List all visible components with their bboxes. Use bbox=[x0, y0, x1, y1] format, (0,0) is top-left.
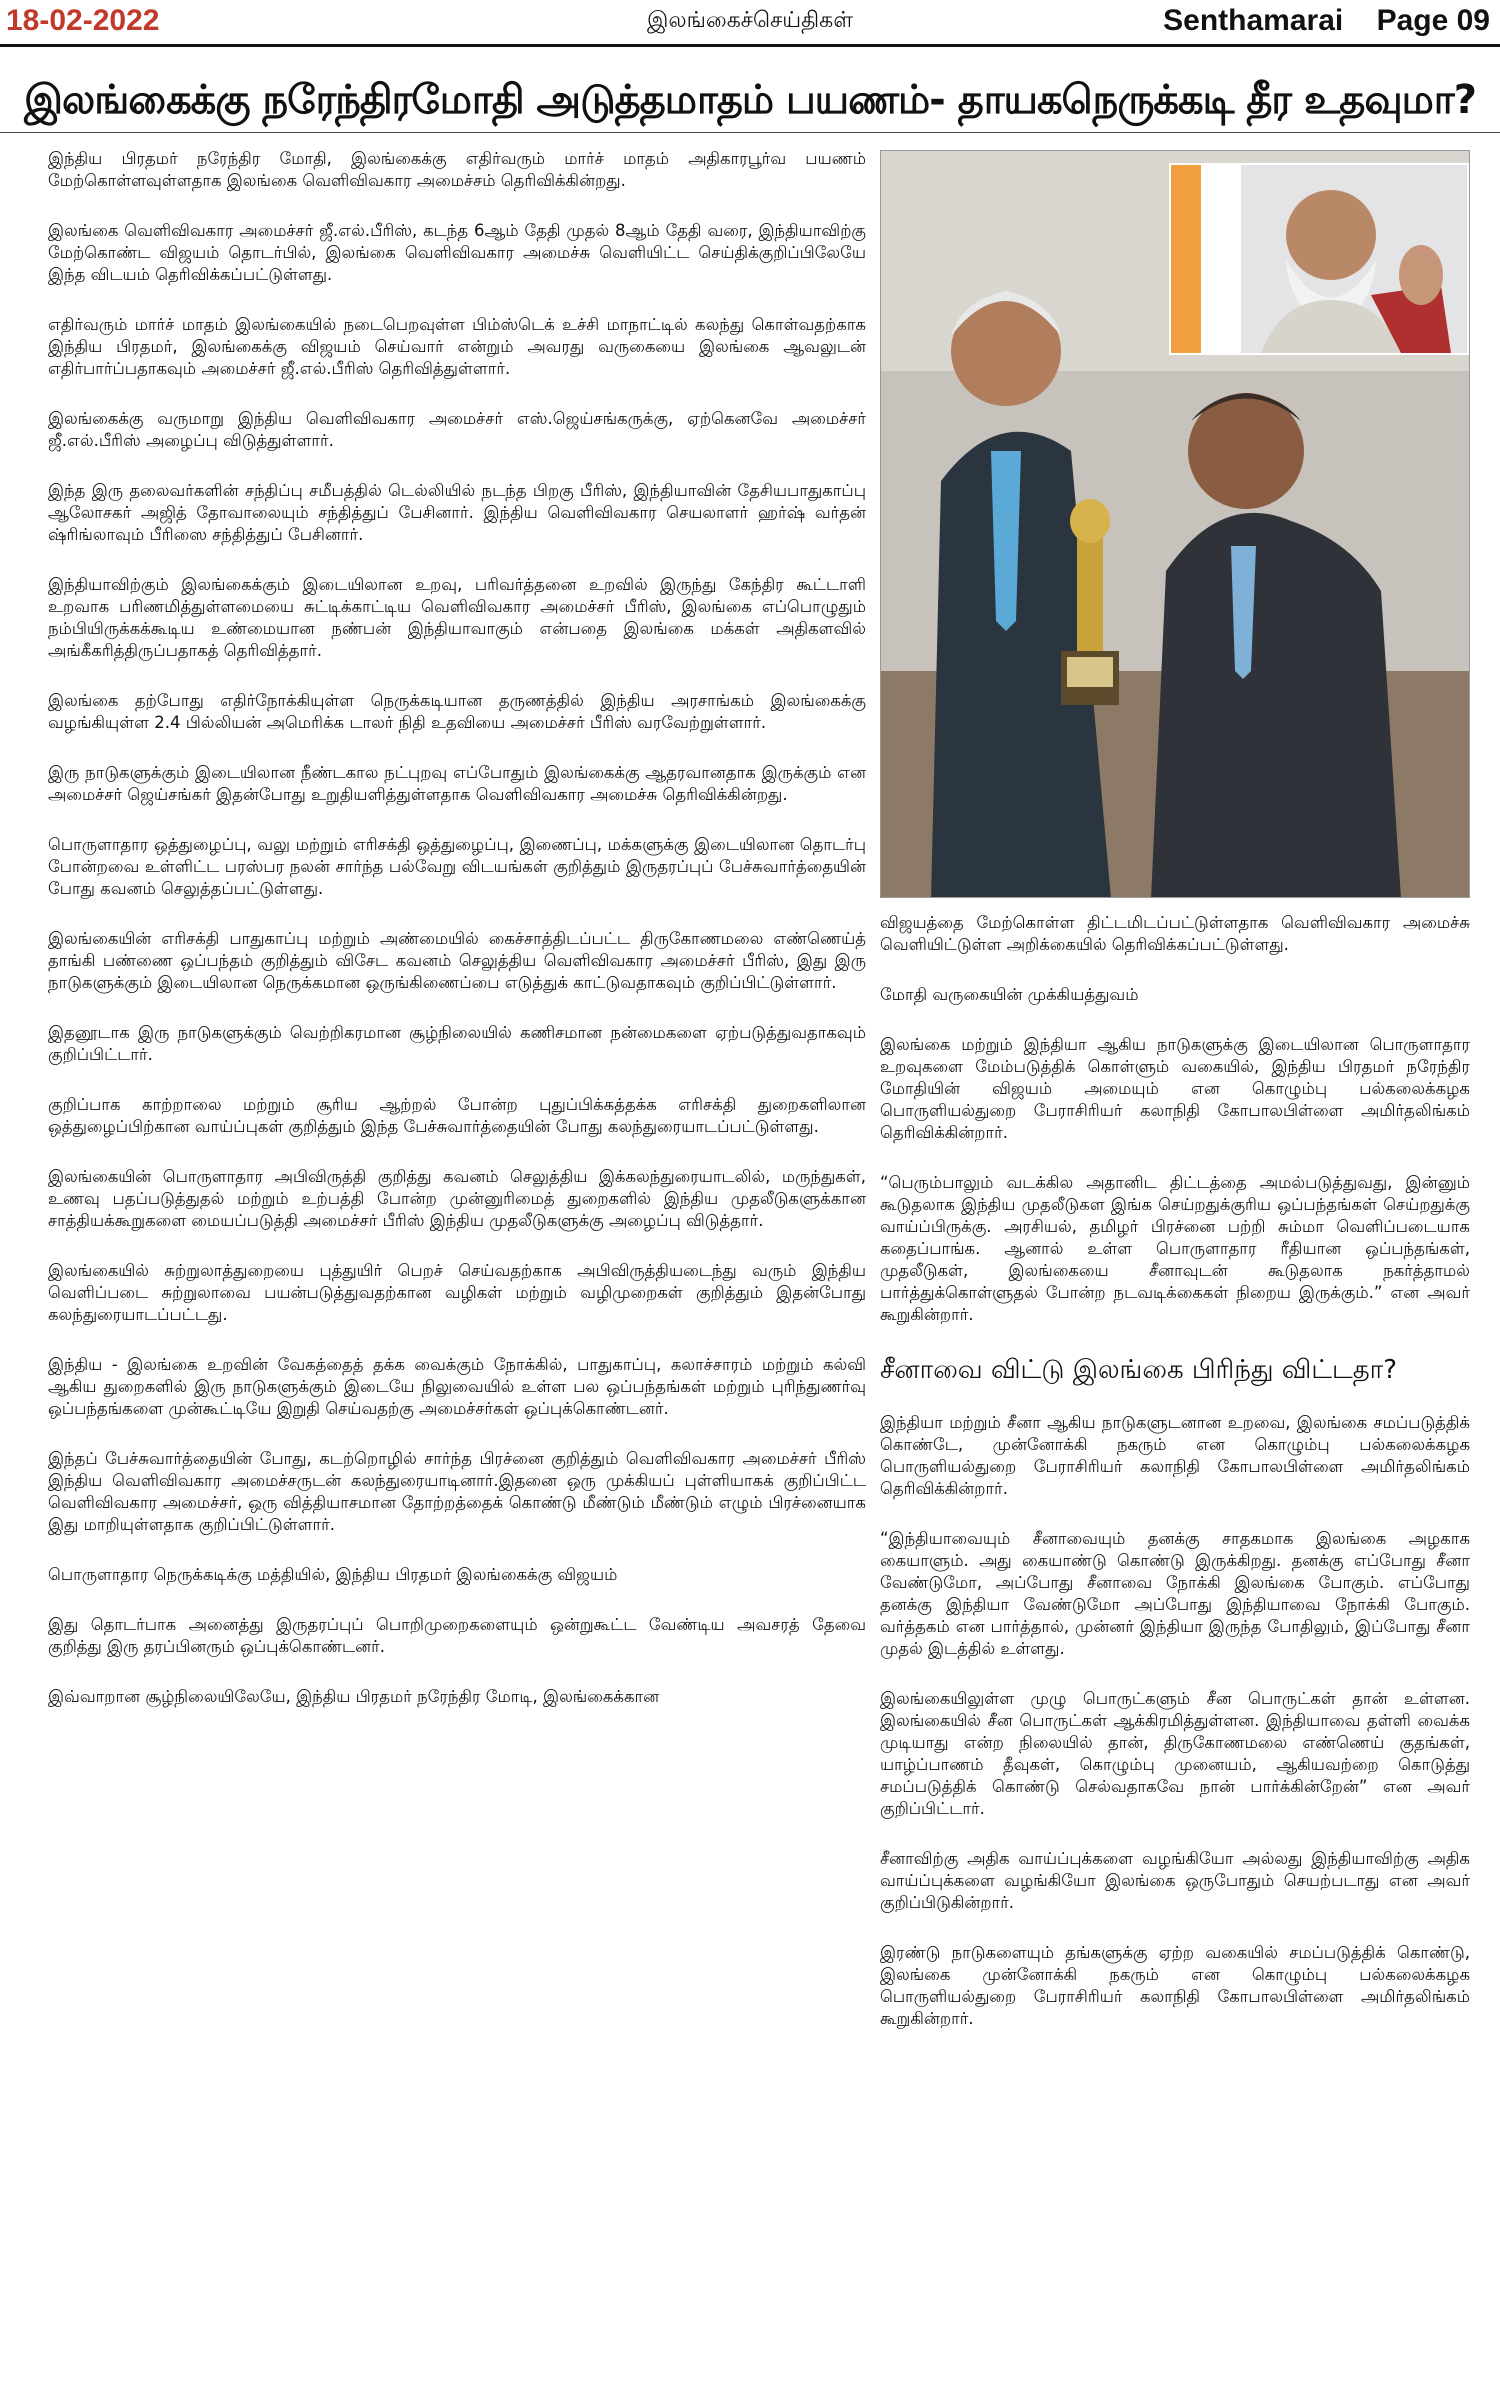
inline-subheading: மோதி வருகையின் முக்கியத்துவம் bbox=[880, 985, 1139, 1004]
paragraph: இந்தப் பேச்சுவார்த்தையின் போது, கடற்றொழில் சார்ந்த பிரச்னை குறித்தும் வெளிவிவகார அமைச்சர் பீரிஸ் இந்திய வெளிவிவகார அமைச்சருடன் கலந்துரையாடினார்.இதனை ஒரு முக்கியப் புள்ளியாகக் குறிப்பிட்ட வெளிவிவகார அமைச்சர், ஒரு வித்தியாசமான தோற்றத்தைக் கொண்டு மீண்டும் மீண்டும் எழும் பிரச்னையாக இது மாறியுள்ளதாக குறிப்பிட்டுள்ளார். bbox=[48, 1449, 866, 1534]
news-photo bbox=[880, 150, 1470, 898]
paragraph: இலங்கையிலுள்ள முழு பொருட்களும் சீன பொருட்கள் தான் உள்ளன. இலங்கையில் சீன பொருட்கள் ஆக்கிரமித்துள்ளன. இந்தியாவை தள்ளி வைக்க முடியாது என்ற நிலையில் தான், திருகோணமலை எண்ணெய் குதங்கள், யாழ்ப்பாணம் தீவுகள், கொழும்பு முனையம், ஆகியவற்றை கொடுத்து சமப்படுத்திக் கொண்டு செல்வதாகவே நான் பார்க்கின்றேன்” என அவர் குறிப்பிட்டார். bbox=[880, 1689, 1470, 1818]
section-title: இலங்கைச்செய்திகள் bbox=[646, 8, 854, 33]
paragraph: பொருளாதார ஒத்துழைப்பு, வலு மற்றும் எரிசக்தி ஒத்துழைப்பு, இணைப்பு, மக்களுக்கு இடையிலான தொடர்பு போன்றவை உள்ளிட்ட பரஸ்பர நலன் சார்ந்த பல்வேறு விடயங்கள் குறித்தும் இருதரப்புப் பேச்சுவார்த்தையின் போது கவனம் செலுத்தப்பட்டுள்ளது. bbox=[48, 835, 866, 898]
issue-date: 18-02-2022 bbox=[6, 4, 160, 37]
paragraph: இலங்கை மற்றும் இந்தியா ஆகிய நாடுகளுக்கு இடையிலான பொருளாதார உறவுகளை மேம்படுத்திக் கொள்ளும் வகையில், இந்திய பிரதமர் நரேந்திர மோதியின் விஜயம் அமையும் என கொழும்பு பல்கலைக்கழக பொருளியல்துறை பேராசிரியர் கலாநிதி கோபாலபிள்ளை அமிர்தலிங்கம் தெரிவிக்கின்றார். bbox=[880, 1035, 1470, 1142]
headline: இலங்கைக்கு நரேந்திரமோதி அடுத்தமாதம் பயணம்- தாயகநெருக்கடி தீர உதவுமா? bbox=[24, 77, 1476, 123]
paragraph: எதிர்வரும் மார்ச் மாதம் இலங்கையில் நடைபெறவுள்ள பிம்ஸ்டெக் உச்சி மாநாட்டில் கலந்து கொள்வதற்காக இந்திய பிரதமர், இலங்கைக்கு விஜயம் செய்வார் என்றும் அவரது வருகையை இலங்கை ஆவலுடன் எதிர்பார்ப்பதாகவும் அமைச்சர் ஜீ.எல்.பீரிஸ் தெரிவித்துள்ளார். bbox=[48, 315, 866, 378]
quote-paragraph: “பெரும்பாலும் வடக்கில அதானிட திட்டத்தை அமல்படுத்துவது, இன்னும் கூடுதலாக இந்திய முதலீடுகள இங்க செய்றதுக்குரிய ஒப்பந்தங்கள் செய்றதுக்கு வாய்ப்பிருக்கு. அரசியல், தமிழர் பிரச்னை பற்றி சும்மா வெளிப்படையாக கதைப்பாங்க. ஆனால் உள்ள பொருளாதார ரீதியான ஒப்பந்தங்கள், முதலீடுகள், இலங்கையை சீனாவுடன் கூடுதலாக நகர்த்தாமல் பார்த்துக்கொள்ளுதல் போன்ற நடவடிக்கைகள் நிறைய இருக்கும்.” என அவர் கூறுகின்றார். bbox=[880, 1173, 1470, 1324]
paragraph: இரண்டு நாடுகளையும் தங்களுக்கு ஏற்ற வகையில் சமப்படுத்திக் கொண்டு, இலங்கை முன்னோக்கி நகரும் என கொழும்பு பல்கலைக்கழக பொருளியல்துறை பேராசிரியர் கலாநிதி கோபாலபிள்ளை அமிர்தலிங்கம் கூறுகின்றார். bbox=[880, 1943, 1470, 2028]
inset-portrait bbox=[1169, 163, 1469, 355]
paragraph: இதனூடாக இரு நாடுகளுக்கும் வெற்றிகரமான சூழ்நிலையில் கணிசமான நன்மைகளை ஏற்படுத்துவதாகவும் குறிப்பிட்டார். bbox=[48, 1023, 866, 1064]
paragraph: இந்த இரு தலைவர்களின் சந்திப்பு சமீபத்தில் டெல்லியில் நடந்த பிறகு பீரிஸ், இந்தியாவின் தேசியபாதுகாப்பு ஆலோசகர் அஜித் தோவாலையும் சந்தித்துப் பேசினார். இந்திய வெளிவிவகார செயலாளர் ஹர்ஷ் வர்தன் ஷ்ரிங்லாவும் பீரிஸை சந்தித்துப் பேசினார். bbox=[48, 481, 866, 544]
quote-paragraph: “இந்தியாவையும் சீனாவையும் தனக்கு சாதகமாக இலங்கை அழகாக கையாளும். அது கையாண்டு கொண்டு இருக்கிறது. தனக்கு எப்போது சீனா வேண்டுமோ, அப்போது சீனாவை நோக்கி இலங்கை போகும். எப்போது தனக்கு இந்தியா வேண்டுமோ அப்போது இந்தியாவை நோக்கி போகும். வர்த்தகம் என பார்த்தால், முன்னர் இந்தியா இருந்த போதிலும், இப்போது சீனா முதல் இடத்தில் உள்ளது. bbox=[880, 1529, 1470, 1658]
article-right-column bbox=[880, 912, 1470, 2388]
publication-name: Senthamarai bbox=[1163, 4, 1344, 37]
headline-rule bbox=[0, 132, 1500, 133]
paragraph: இலங்கைக்கு வருமாறு இந்திய வெளிவிவகார அமைச்சர் எஸ்.ஜெய்சங்கருக்கு, ஏற்கெனவே அமைச்சர் ஜீ.எல்.பீரிஸ் அழைப்பு விடுத்துள்ளார். bbox=[48, 409, 866, 450]
paragraph: இந்திய பிரதமர் நரேந்திர மோதி, இலங்கைக்கு எதிர்வரும் மார்ச் மாதம் அதிகாரபூர்வ பயணம் மேற்கொள்ளவுள்ளதாக இலங்கை வெளிவிவகார அமைச்சம் தெரிவிக்கின்றது. bbox=[48, 149, 866, 190]
paragraph: இலங்கையின் எரிசக்தி பாதுகாப்பு மற்றும் அண்மையில் கைச்சாத்திடப்பட்ட திருகோணமலை எண்ணெய்த் தாங்கி பண்ணை ஒப்பந்தம் குறித்தும் விசேட கவனம் செலுத்திய வெளிவிவகார அமைச்சர் பீரிஸ், இது இரு நாடுகளுக்கும் இடையிலான நெருக்கமான ஒருங்கிணைப்பை எடுத்துக் காட்டுவதாகவும் குறிப்பிட்டுள்ளார். bbox=[48, 929, 866, 992]
paragraph: சீனாவிற்கு அதிக வாய்ப்புக்களை வழங்கியோ அல்லது இந்தியாவிற்கு அதிக வாய்ப்புக்களை வழங்கியோ இலங்கை ஒருபோதும் செயற்படாது என அவர் குறிப்பிடுகின்றார். bbox=[880, 1849, 1470, 1912]
section-subheading: சீனாவை விட்டு இலங்கை பிரிந்து விட்டதா? bbox=[880, 1355, 1398, 1385]
paragraph: இது தொடர்பாக அனைத்து இருதரப்புப் பொறிமுறைகளையும் ஒன்றுகூட்ட வேண்டிய அவசரத் தேவை குறித்து இரு தரப்பினரும் ஒப்புக்கொண்டனர். bbox=[48, 1615, 866, 1656]
paragraph: இந்தியா மற்றும் சீனா ஆகிய நாடுகளுடனான உறவை, இலங்கை சமப்படுத்திக் கொண்டே, முன்னோக்கி நகரும் என கொழும்பு பல்கலைக்கழக பொருளியல்துறை பேராசிரியர் கலாநிதி கோபாலபிள்ளை அமிர்தலிங்கம் தெரிவிக்கின்றார். bbox=[880, 1413, 1470, 1498]
paragraph: இலங்கை தற்போது எதிர்நோக்கியுள்ள நெருக்கடியான தருணத்தில் இந்திய அரசாங்கம் இலங்கைக்கு வழங்கியுள்ள 2.4 பில்லியன் அமெரிக்க டாலர் நிதி உதவியை அமைச்சர் பீரிஸ் வரவேற்றுள்ளார். bbox=[48, 691, 866, 732]
paragraph: குறிப்பாக காற்றாலை மற்றும் சூரிய ஆற்றல் போன்ற புதுப்பிக்கத்தக்க எரிசக்தி துறைகளிலான ஒத்துழைப்பிற்கான வாய்ப்புகள் குறித்தும் இந்த பேச்சுவார்த்தையின் போது கலந்துரையாடப்பட்டுள்ளது. bbox=[48, 1095, 866, 1136]
paragraph: இலங்கை வெளிவிவகார அமைச்சர் ஜீ.எல்.பீரிஸ், கடந்த 6ஆம் தேதி முதல் 8ஆம் தேதி வரை, இந்தியாவிற்கு மேற்கொண்ட விஜயம் தொடர்பில், இலங்கை வெளிவிவகார அமைச்சு வெளியிட்ட செய்திக்குறிப்பிலேயே இந்த விடயம் தெரிவிக்கப்பட்டுள்ளது. bbox=[48, 221, 866, 284]
masthead-rule bbox=[0, 44, 1500, 47]
paragraph: இலங்கையின் பொருளாதார அபிவிருத்தி குறித்து கவனம் செலுத்திய இக்கலந்துரையாடலில், மருந்துகள், உணவு பதப்படுத்துதல் மற்றும் உற்பத்தி போன்ற முன்னுரிமைத் துறைகளில் இந்திய முதலீடுகளுக்கான சாத்தியக்கூறுகளை மையப்படுத்தி அமைச்சர் பீரிஸ் இந்திய முதலீடுகளுக்கு அழைப்பு விடுத்தார். bbox=[48, 1167, 866, 1230]
page-number: Page 09 bbox=[1376, 4, 1490, 37]
inset-portrait-illustration bbox=[1171, 165, 1467, 353]
masthead bbox=[0, 0, 1500, 50]
article-left-column bbox=[48, 148, 866, 2388]
paragraph: விஜயத்தை மேற்கொள்ள திட்டமிடப்பட்டுள்ளதாக வெளிவிவகார அமைச்சு வெளியிட்டுள்ள அறிக்கையில் தெரிவிக்கப்பட்டுள்ளது. bbox=[880, 913, 1470, 954]
paragraph: இலங்கையில் சுற்றுலாத்துறையை புத்துயிர் பெறச் செய்வதற்காக அபிவிருத்தியடைந்து வரும் இந்திய வெளிப்படை சுற்றுலாவை பயன்படுத்துவதற்கான வழிகள் மற்றும் வழிமுறைகள் குறித்தும் இதன்போது கலந்துரையாடப்பட்டது. bbox=[48, 1261, 866, 1324]
inline-subheading: பொருளாதார நெருக்கடிக்கு மத்தியில், இந்திய பிரதமர் இலங்கைக்கு விஜயம் bbox=[48, 1565, 618, 1584]
paragraph: இரு நாடுகளுக்கும் இடையிலான நீண்டகால நட்புறவு எப்போதும் இலங்கைக்கு ஆதரவானதாக இருக்கும் என அமைச்சர் ஜெய்சங்கர் இதன்போது உறுதியளித்துள்ளதாக வெளிவிவகார அமைச்சு தெரிவிக்கின்றது. bbox=[48, 763, 866, 804]
paragraph: இவ்வாறான சூழ்நிலையிலேயே, இந்திய பிரதமர் நரேந்திர மோடி, இலங்கைக்கான bbox=[48, 1687, 660, 1706]
paragraph: இந்தியாவிற்கும் இலங்கைக்கும் இடையிலான உறவு, பரிவர்த்தனை உறவில் இருந்து கேந்திர கூட்டாளி உறவாக பரிணமித்துள்ளமையை சுட்டிக்காட்டிய வெளிவிவகார அமைச்சர் பீரிஸ், இலங்கை எப்பொழுதும் நம்பியிருக்கக்கூடிய உண்மையான நண்பன் இந்தியாவாகும் என்பதை இலங்கை மக்கள் அதிகளவில் அங்கீகரித்திருப்பதாகத் தெரிவித்தார். bbox=[48, 575, 866, 660]
paragraph: இந்திய - இலங்கை உறவின் வேகத்தைத் தக்க வைக்கும் நோக்கில், பாதுகாப்பு, கலாச்சாரம் மற்றும் கல்வி ஆகிய துறைகளில் இரு நாடுகளுக்கும் இடையே நிலுவையில் உள்ள பல ஒப்பந்தங்கள் மற்றும் புரிந்துணர்வு ஒப்பந்தங்களை முன்கூட்டியே இறுதி செய்வதற்கு அமைச்சர்கள் ஒப்புக்கொண்டனர். bbox=[48, 1355, 866, 1418]
publication-info bbox=[1163, 4, 1490, 38]
